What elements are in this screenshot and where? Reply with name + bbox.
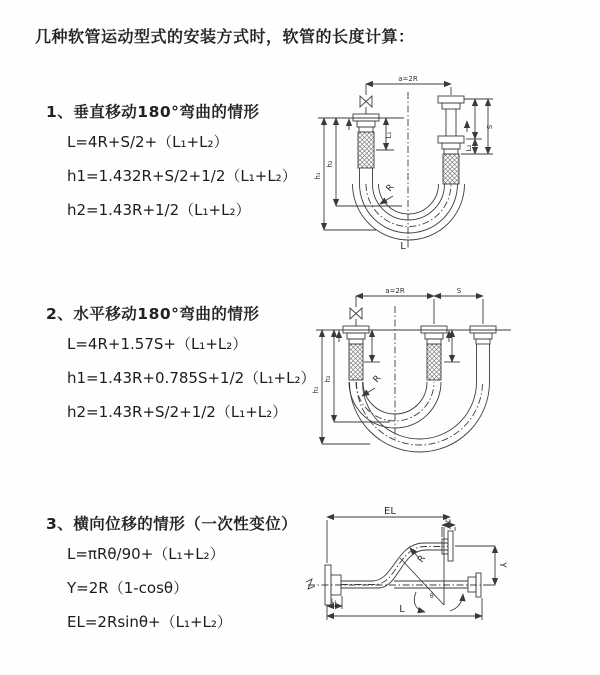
section-3-heading: 3、横向位移的情形（一次性变位） — [46, 515, 298, 533]
formula-length: L=4R+S/2+（L₁+L₂） — [67, 133, 229, 151]
braided-hose-left — [349, 344, 363, 380]
theta-rotation-arrow — [414, 592, 425, 612]
dim-label-l1: L₁ — [331, 598, 337, 605]
dim-label-s: S — [486, 124, 494, 130]
hose-wall-bottom — [341, 550, 448, 588]
formula-h2: h2=1.43R+1/2（L₁+L₂） — [67, 201, 251, 219]
section-lateral-displacement — [46, 512, 297, 645]
hose-arc-centerline-pos2 — [357, 382, 483, 445]
formula-length: L=πRθ/90+（L₁+L₂） — [67, 545, 225, 563]
dim-label-l2: L₂ — [445, 517, 451, 524]
diagram-vertical-180-bend — [306, 70, 596, 262]
theta-rotation-arrow — [450, 594, 463, 611]
braided-hose-left — [358, 132, 374, 168]
dim-label-s: S — [456, 287, 462, 295]
middle-flange-nut — [421, 326, 447, 333]
hose-arc-outer — [360, 184, 458, 233]
section-1-heading: 1、垂直移动180°弯曲的情形 — [46, 103, 260, 121]
dim-label-l2: L₂ — [465, 144, 473, 152]
dim-label-r: R — [416, 553, 429, 565]
dim-label-h2: h₂ — [326, 160, 334, 168]
formula-length: L=4R+1.57S+（L₁+L₂） — [67, 335, 248, 353]
dim-label-y: Y — [497, 562, 507, 568]
dim-label-h1: h₁ — [314, 172, 322, 180]
valve-icon — [350, 308, 362, 319]
dim-label-h1: h₁ — [312, 386, 320, 394]
displaced-flange — [448, 531, 453, 561]
braided-hose-middle — [427, 344, 441, 380]
diagram-lateral-displacement — [298, 498, 598, 663]
left-flange-nut — [343, 326, 369, 333]
dim-label-a2r: a=2R — [398, 75, 418, 83]
dim-label-theta: θ — [430, 593, 434, 600]
hose-arc-outer2 — [353, 184, 465, 240]
dim-label-r: R — [384, 182, 397, 194]
formula-h1: h1=1.43R+0.785S+1/2（L₁+L₂） — [67, 369, 316, 387]
formula-el: EL=2Rsinθ+（L₁+L₂） — [67, 613, 232, 631]
dim-label-el: EL — [384, 506, 396, 517]
formula-h1: h1=1.432R+S/2+1/2（L₁+L₂） — [67, 167, 297, 185]
hose-u-bend-drawing — [316, 296, 511, 452]
section-horizontal-movement — [46, 302, 316, 435]
right-lower-flange-nut — [438, 136, 464, 143]
right-flange-nut — [470, 326, 496, 333]
dim-label-l: L — [399, 604, 405, 615]
dim-label-l: L — [400, 241, 406, 252]
formula-h2: h2=1.43R+S/2+1/2（L₁+L₂） — [67, 403, 288, 421]
page-title: 几种软管运动型式的安装方式时，软管的长度计算： — [35, 27, 415, 46]
section-vertical-movement — [46, 100, 297, 233]
diagram-horizontal-180-bend — [306, 282, 596, 482]
theta-construction-diagonal — [400, 558, 444, 605]
hose-arc-outer-pos2 — [350, 382, 490, 452]
dim-label-h2: h₂ — [324, 375, 332, 383]
section-2-heading: 2、水平移动180°弯曲的情形 — [46, 305, 260, 323]
pipe-break-symbol — [306, 579, 315, 589]
braided-hose-right — [443, 154, 459, 184]
formula-y: Y=2R（1-cosθ） — [67, 579, 189, 597]
hose-wall-top — [341, 543, 448, 581]
dim-label-r: R — [371, 373, 384, 385]
hose-u-bend-drawing — [318, 84, 493, 250]
original-hub — [468, 577, 476, 592]
left-flange-nut — [353, 114, 379, 121]
hose-centerline-displaced — [341, 547, 448, 585]
right-upper-flange-nut — [438, 96, 464, 103]
valve-icon — [360, 96, 372, 107]
dim-label-l1: L₁ — [385, 131, 393, 139]
dim-label-a2r: a=2R — [385, 287, 405, 295]
